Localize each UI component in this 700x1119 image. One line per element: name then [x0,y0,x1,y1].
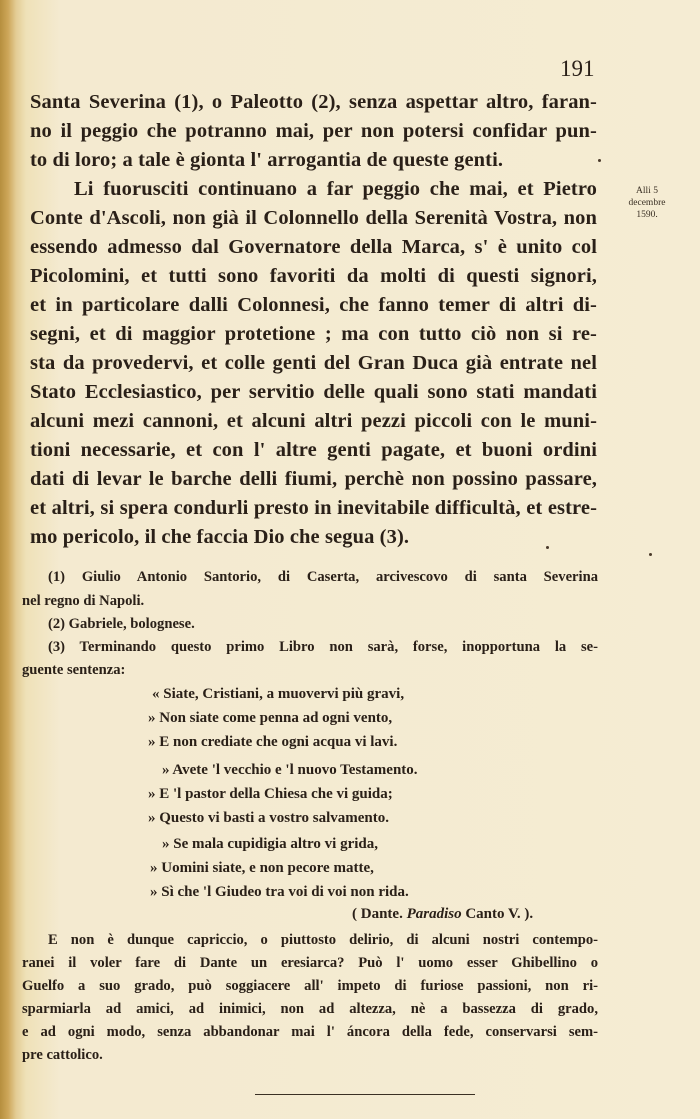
body-line: to di loro; a tale è gionta l' arrogantia de queste genti. [30,149,504,171]
footnote-line: (1) Giulio Antonio Santorio, di Caserta, arcivescovo di santa Severina [48,569,598,585]
closing-line: e ad ogni modo, senza abbandonar mai l' áncora della fede, conservarsi sem- [22,1024,598,1040]
body-line: no il peggio che potranno mai, per non potersi confidar pun- [30,120,597,142]
verse-line: » E non crediate che ogni acqua vi lavi. [148,734,398,750]
body-line: segni, et di maggior protetione ; ma con tutto ciò non si re- [30,323,597,345]
body-line: mo pericolo, il che faccia Dio che segua (3). [30,526,410,548]
footnote-line: nel regno di Napoli. [22,593,145,609]
verse-line: » E 'l pastor della Chiesa che vi guida; [148,786,393,802]
ink-speck [649,553,652,556]
citation-work: Paradiso [406,906,462,922]
margin-note [612,186,682,222]
closing-line: sparmiarla ad amici, ad inimici, non ad altezza, nè a bassezza di grado, [22,1001,598,1017]
body-line: tioni necessarie, et con l' altre genti pagate, et buoni ordini [30,439,597,461]
footnote-line: guente sentenza: [22,662,126,678]
body-line: et altri, si spera condurli presto in inevitabile difficultà, et estre- [30,497,597,519]
body-line: Picolomini, et tutti sono favoriti da molti di questi signori, [30,265,597,287]
page-number: 191 [560,56,595,81]
citation [352,907,533,922]
body-line: Li fuorusciti continuano a far peggio che mai, et Pietro [74,178,597,200]
verse-line: » Sì che 'l Giudeo tra voi di voi non rida. [150,884,409,900]
body-line: Stato Ecclesiastico, per servitio delle quali sono stati mandati [30,381,597,403]
verse-line: » Non siate come penna ad ogni vento, [148,710,393,726]
footnote-line: (3) Terminando questo primo Libro non sarà, forse, inopportuna la se- [48,639,598,655]
closing-line: Guelfo a suo grado, può soggiacere all' impeto di furiose passioni, non ri- [22,978,598,994]
body-line: et in particolare dalli Colonnesi, che fanno temer di altri di- [30,294,597,316]
margin-note-line: Alli 5 [636,186,658,196]
ink-speck [598,159,601,162]
body-line: dati di levar le barche delli fiumi, perchè non possino passare, [30,468,597,490]
body-line: essendo admesso dal Governatore della Marca, s' è unito col [30,236,597,258]
body-line: Santa Severina (1), o Paleotto (2), senza aspettar altro, faran- [30,91,597,113]
body-line: sta da provedervi, et colle genti del Gran Duca già entrate nel [30,352,597,374]
closing-line: pre cattolico. [22,1047,103,1063]
margin-note-line: decembre [628,197,666,208]
verse-line: » Uomini siate, e non pecore matte, [150,860,374,876]
end-rule [255,1094,475,1095]
margin-note-line: 1590. [636,209,658,220]
body-line: Conte d'Ascoli, non già il Colonnello della Serenità Vostra, non [30,207,597,229]
ink-speck [546,546,549,549]
closing-line: ranei il voler fare di Dante un eresiarca? Può l' uomo esser Ghibellino o [22,955,598,971]
body-line: alcuni mezi cannoni, et alcuni altri pezzi piccoli con le muni- [30,410,597,432]
verse-line: « Siate, Cristiani, a muovervi più gravi, [152,686,405,702]
citation-prefix: ( Dante. [352,906,407,922]
verse-line: » Avete 'l vecchio e 'l nuovo Testamento. [162,762,418,778]
verse-line: » Questo vi basti a vostro salvamento. [148,810,389,826]
closing-line: E non è dunque capriccio, o piuttosto delirio, di alcuni nostri contempo- [48,932,598,948]
footnote-line: (2) Gabriele, bolognese. [48,616,195,632]
citation-suffix: Canto V. ). [461,906,534,922]
verse-line: » Se mala cupidigia altro vi grida, [162,836,378,852]
